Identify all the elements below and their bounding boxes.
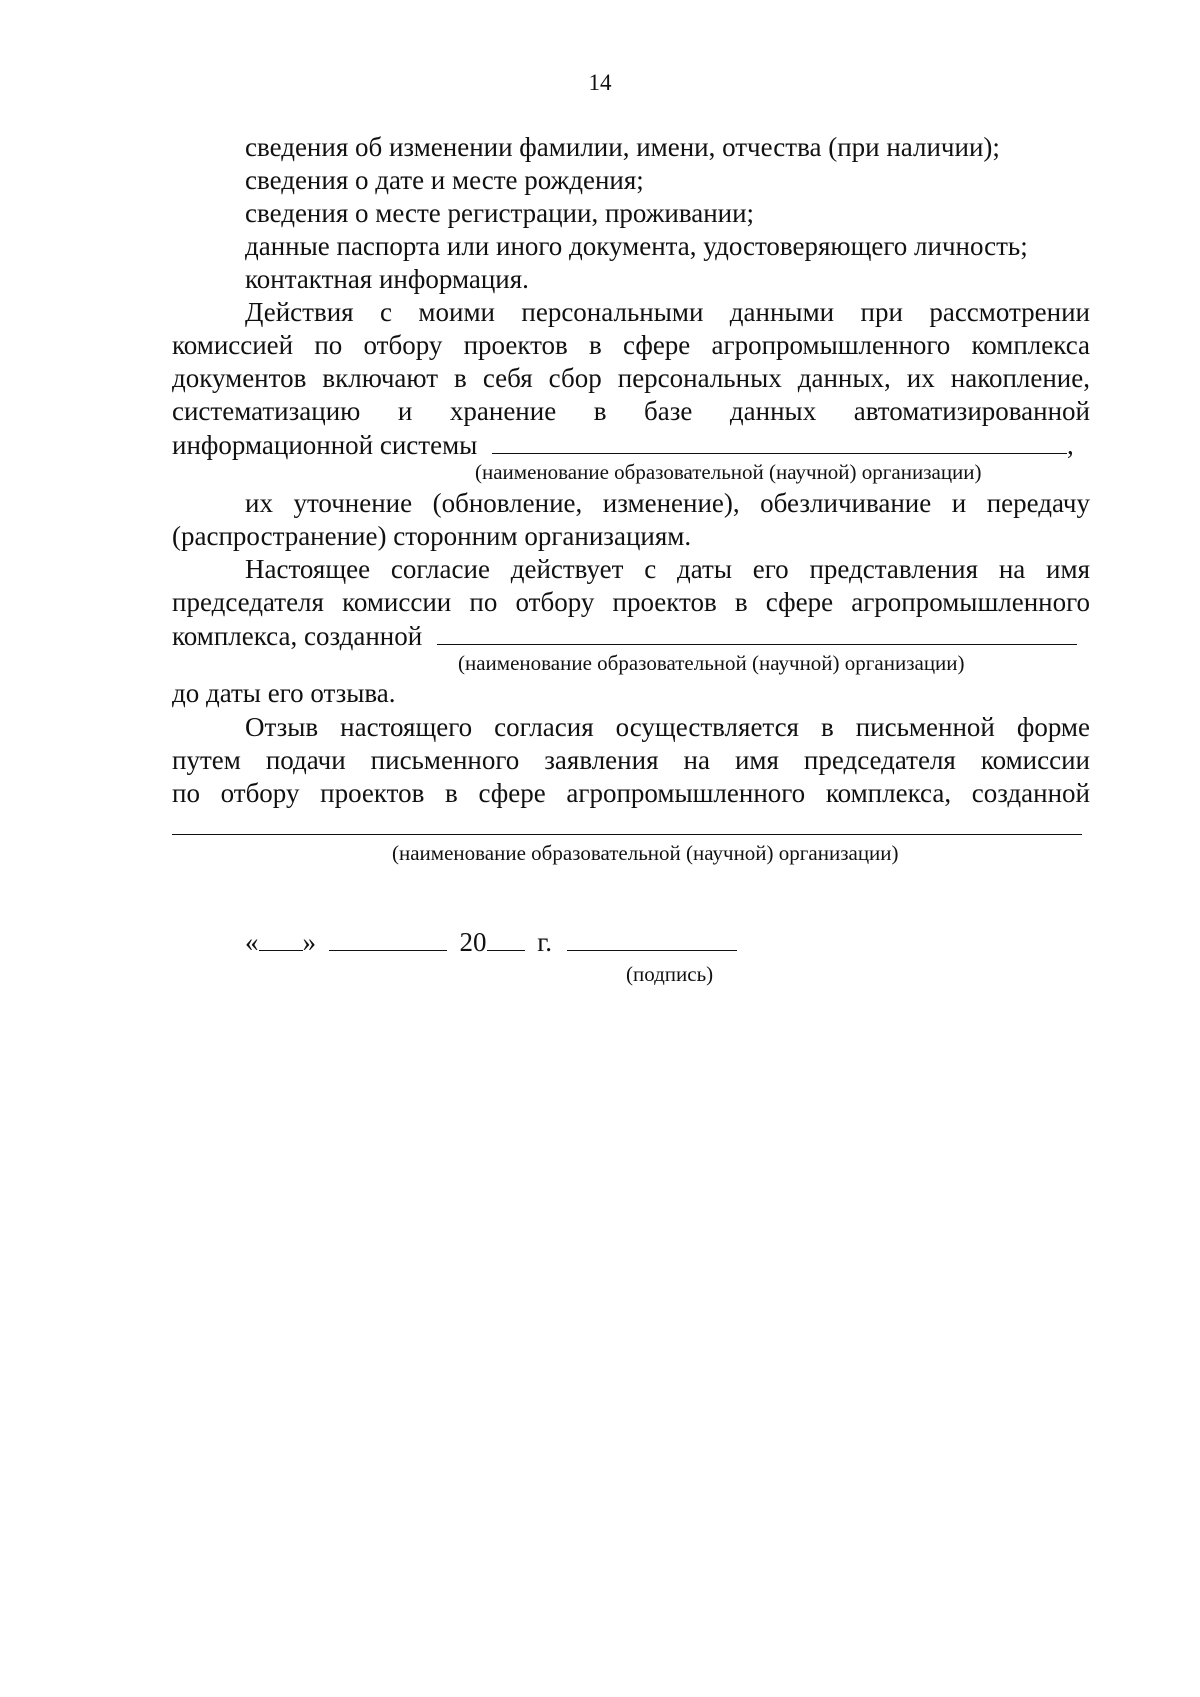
line-suffix: , bbox=[1067, 430, 1074, 460]
paragraph-line: до даты его отзыва. bbox=[172, 678, 396, 708]
line-prefix: комплекса, созданной bbox=[172, 621, 423, 651]
date-signature-line bbox=[245, 924, 737, 959]
line-prefix: информационной системы bbox=[172, 430, 478, 460]
list-item: сведения о месте регистрации, проживании; bbox=[245, 198, 755, 228]
organization-name-blank[interactable] bbox=[492, 427, 1067, 454]
signature-blank[interactable] bbox=[567, 924, 737, 951]
organization-name-blank[interactable] bbox=[437, 618, 1077, 645]
paragraph-line: (распространение) сторонним организациям. bbox=[172, 521, 692, 551]
paragraph-line: Настоящее согласие действует с даты его представления на имя bbox=[245, 554, 1090, 584]
organization-name-blank[interactable] bbox=[172, 808, 1082, 835]
open-quote: « bbox=[245, 927, 259, 957]
paragraph-line: председателя комиссии по отбору проектов в сфере агропромышленного bbox=[172, 587, 1090, 617]
list-item: контактная информация. bbox=[245, 264, 529, 294]
year-blank[interactable] bbox=[487, 924, 525, 951]
paragraph-line bbox=[172, 618, 1090, 653]
list-item: сведения о дате и месте рождения; bbox=[245, 165, 644, 195]
paragraph-line bbox=[172, 427, 1090, 462]
year-suffix: г. bbox=[537, 927, 553, 957]
year-prefix: 20 bbox=[459, 927, 487, 957]
list-item: сведения об изменении фамилии, имени, отчества (при наличии); bbox=[245, 132, 1000, 162]
page-number: 14 bbox=[588, 70, 612, 95]
close-quote: » bbox=[302, 927, 316, 957]
paragraph-line: их уточнение (обновление, изменение), обезличивание и передачу bbox=[245, 488, 1090, 518]
paragraph-line: комиссией по отбору проектов в сфере агропромышленного комплекса bbox=[172, 330, 1090, 360]
list-item: данные паспорта или иного документа, удостоверяющего личность; bbox=[245, 231, 1028, 261]
paragraph-line: систематизацию и хранение в базе данных автоматизированной bbox=[172, 396, 1090, 426]
field-caption: (наименование образовательной (научной) организации) bbox=[458, 651, 965, 675]
field-caption: (наименование образовательной (научной) организации) bbox=[392, 841, 899, 865]
paragraph-line: Действия с моими персональными данными при рассмотрении bbox=[245, 297, 1090, 327]
paragraph-line: путем подачи письменного заявления на имя председателя комиссии bbox=[172, 745, 1090, 775]
paragraph-line: Отзыв настоящего согласия осуществляется в письменной форме bbox=[245, 712, 1090, 742]
field-caption: (наименование образовательной (научной) организации) bbox=[475, 460, 982, 484]
paragraph-line: по отбору проектов в сфере агропромышленного комплекса, созданной bbox=[172, 778, 1090, 808]
signature-caption: (подпись) bbox=[626, 962, 714, 986]
paragraph-line: документов включают в себя сбор персональных данных, их накопление, bbox=[172, 363, 1090, 393]
month-blank[interactable] bbox=[329, 924, 447, 951]
day-blank[interactable] bbox=[259, 924, 303, 951]
